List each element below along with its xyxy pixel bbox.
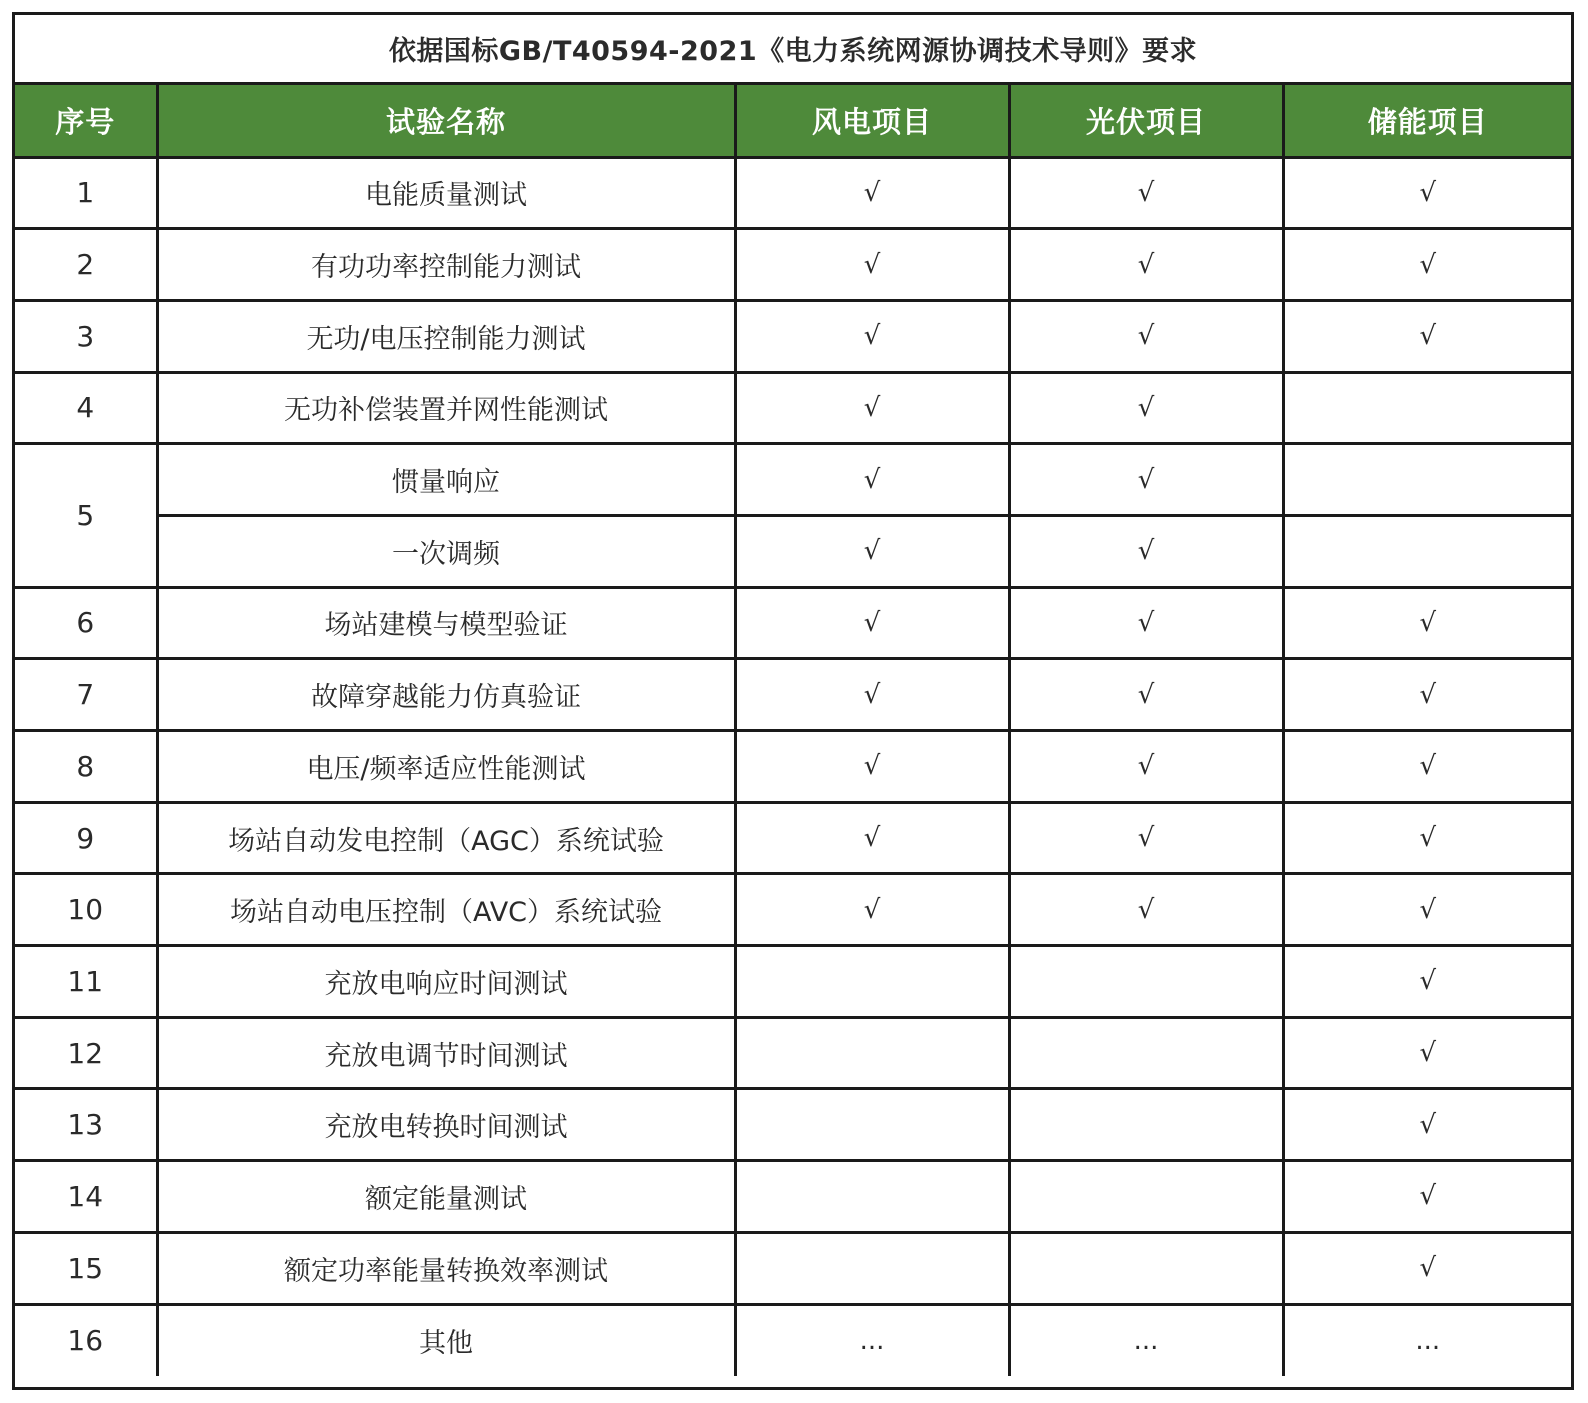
row-test-name: 无功/电压控制能力测试 [157,300,735,372]
row-storage-mark: √ [1283,874,1571,946]
table-row [15,444,1571,516]
row-test-name: 场站建模与模型验证 [157,587,735,659]
row-pv-mark: √ [1009,229,1283,301]
table-row [15,874,1571,946]
row-test-name: 无功补偿装置并网性能测试 [157,372,735,444]
row-storage-mark: √ [1283,300,1571,372]
row-pv-mark [1009,1232,1283,1304]
table-row [15,1089,1571,1161]
row-pv-mark: √ [1009,372,1283,444]
row-wind-mark [735,1017,1009,1089]
table-row [15,157,1571,229]
row-wind-mark: √ [735,587,1009,659]
row-test-name: 充放电响应时间测试 [157,946,735,1018]
row-wind-mark [735,1161,1009,1233]
row-index: 13 [15,1089,157,1161]
test-requirements-table [15,85,1571,1376]
table-row [15,300,1571,372]
table-row [15,587,1571,659]
row-index: 8 [15,731,157,803]
row-wind-mark: √ [735,659,1009,731]
row-index: 14 [15,1161,157,1233]
row-storage-mark: √ [1283,802,1571,874]
row-index: 4 [15,372,157,444]
row-pv-mark: √ [1009,157,1283,229]
row-pv-mark: √ [1009,515,1283,587]
row-index: 6 [15,587,157,659]
row-wind-mark: √ [735,372,1009,444]
row-pv-mark [1009,1161,1283,1233]
row-test-name: 故障穿越能力仿真验证 [157,659,735,731]
row-wind-mark: √ [735,515,1009,587]
row-index: 12 [15,1017,157,1089]
row-storage-mark: ... [1283,1304,1571,1376]
table-row [15,1017,1571,1089]
row-storage-mark: √ [1283,946,1571,1018]
table-row [15,659,1571,731]
row-index: 10 [15,874,157,946]
row-wind-mark: √ [735,802,1009,874]
row-index: 2 [15,229,157,301]
row-storage-mark: √ [1283,1232,1571,1304]
header-storage: 储能项目 [1283,85,1571,157]
row-storage-mark: √ [1283,731,1571,803]
row-storage-mark: √ [1283,157,1571,229]
row-test-name: 惯量响应 [157,444,735,516]
row-pv-mark: ... [1009,1304,1283,1376]
header-wind: 风电项目 [735,85,1009,157]
row-test-name: 场站自动电压控制（AVC）系统试验 [157,874,735,946]
row-index: 5 [15,444,157,587]
row-storage-mark: √ [1283,1089,1571,1161]
row-wind-mark: ... [735,1304,1009,1376]
table-row [15,1304,1571,1376]
table-row [15,1232,1571,1304]
requirements-sheet [12,12,1574,1390]
table-row [15,731,1571,803]
row-storage-mark: √ [1283,587,1571,659]
row-pv-mark [1009,1089,1283,1161]
row-wind-mark: √ [735,731,1009,803]
row-pv-mark: √ [1009,659,1283,731]
row-pv-mark: √ [1009,587,1283,659]
header-index: 序号 [15,85,157,157]
row-wind-mark: √ [735,444,1009,516]
table-row [15,372,1571,444]
row-index: 3 [15,300,157,372]
row-index: 7 [15,659,157,731]
table-row [15,1161,1571,1233]
row-wind-mark [735,946,1009,1018]
row-pv-mark: √ [1009,444,1283,516]
header-test-name: 试验名称 [157,85,735,157]
table-row [15,229,1571,301]
row-index: 9 [15,802,157,874]
row-wind-mark: √ [735,229,1009,301]
row-storage-mark: √ [1283,1161,1571,1233]
row-wind-mark [735,1232,1009,1304]
row-test-name: 充放电调节时间测试 [157,1017,735,1089]
row-test-name: 电能质量测试 [157,157,735,229]
row-wind-mark: √ [735,157,1009,229]
row-test-name: 有功功率控制能力测试 [157,229,735,301]
row-storage-mark: √ [1283,1017,1571,1089]
row-storage-mark [1283,515,1571,587]
row-index: 11 [15,946,157,1018]
row-index: 1 [15,157,157,229]
row-test-name: 额定功率能量转换效率测试 [157,1232,735,1304]
table-row [15,946,1571,1018]
row-test-name: 额定能量测试 [157,1161,735,1233]
table-header-row [15,85,1571,157]
row-pv-mark [1009,946,1283,1018]
row-storage-mark: √ [1283,229,1571,301]
row-pv-mark: √ [1009,802,1283,874]
row-test-name: 充放电转换时间测试 [157,1089,735,1161]
row-pv-mark: √ [1009,874,1283,946]
row-test-name: 其他 [157,1304,735,1376]
row-pv-mark: √ [1009,300,1283,372]
row-index: 15 [15,1232,157,1304]
row-pv-mark: √ [1009,731,1283,803]
table-row [15,802,1571,874]
row-test-name: 电压/频率适应性能测试 [157,731,735,803]
row-wind-mark: √ [735,300,1009,372]
page-title: 依据国标GB/T40594-2021《电力系统网源协调技术导则》要求 [15,15,1571,85]
row-wind-mark: √ [735,874,1009,946]
header-pv: 光伏项目 [1009,85,1283,157]
table-row [15,515,1571,587]
row-storage-mark: √ [1283,659,1571,731]
row-index: 16 [15,1304,157,1376]
row-test-name: 场站自动发电控制（AGC）系统试验 [157,802,735,874]
row-wind-mark [735,1089,1009,1161]
row-storage-mark [1283,372,1571,444]
row-test-name: 一次调频 [157,515,735,587]
row-pv-mark [1009,1017,1283,1089]
row-storage-mark [1283,444,1571,516]
